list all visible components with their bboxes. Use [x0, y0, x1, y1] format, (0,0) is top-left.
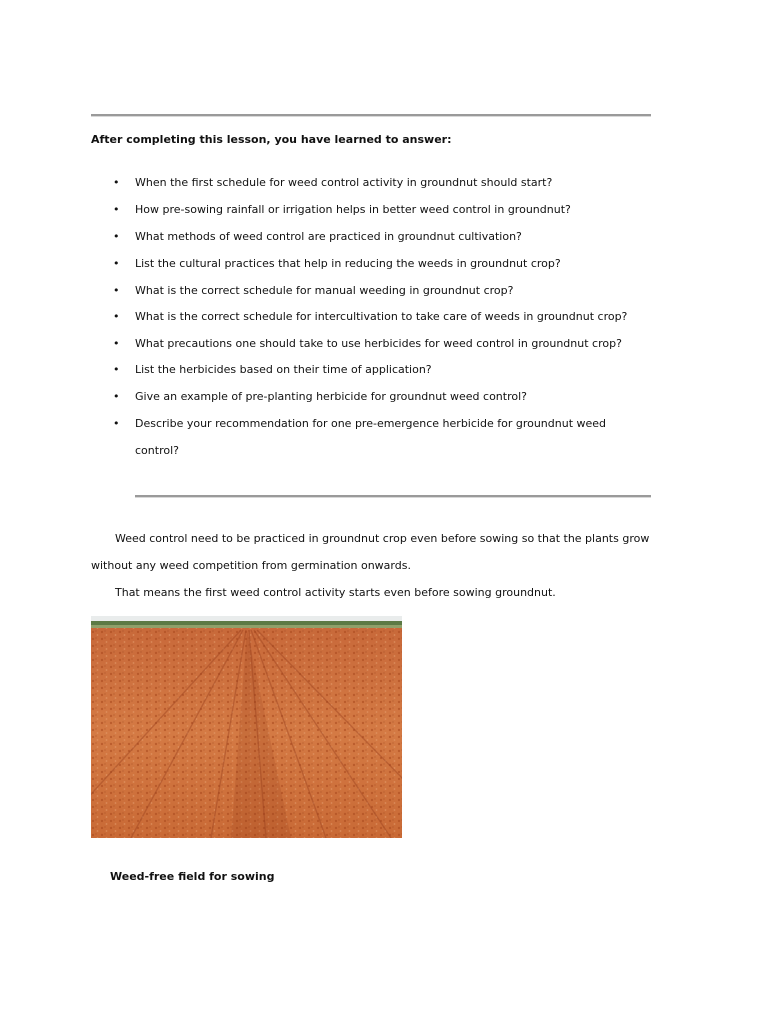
question-text: When the first schedule for weed control activity in groundnut should start?: [135, 176, 553, 189]
body-paragraph: That means the first weed control activity starts even before sowing groundnut.: [115, 586, 556, 599]
soil-field-image: [91, 616, 402, 838]
question-text: Give an example of pre-planting herbicide for groundnut weed control?: [135, 390, 527, 403]
body-paragraph: Weed control need to be practiced in groundnut crop even before sowing so that the plants grow without any weed competition from germination onwards.: [91, 532, 650, 572]
bullet-icon: •: [113, 284, 120, 297]
question-text: What methods of weed control are practiced in groundnut cultivation?: [135, 230, 522, 243]
bullet-icon: •: [113, 230, 120, 243]
question-text: What is the correct schedule for intercultivation to take care of weeds in groundnut crop?: [135, 310, 628, 323]
section-divider: [135, 495, 651, 498]
bullet-icon: •: [113, 203, 120, 216]
figure-caption: Weed-free field for sowing: [110, 870, 275, 883]
question-text: What precautions one should take to use herbicides for weed control in groundnut crop?: [135, 337, 622, 350]
bullet-icon: •: [113, 257, 120, 270]
question-text: How pre-sowing rainfall or irrigation helps in better weed control in groundnut?: [135, 203, 571, 216]
lesson-heading: After completing this lesson, you have learned to answer:: [91, 133, 452, 146]
question-text: List the cultural practices that help in reducing the weeds in groundnut crop?: [135, 257, 561, 270]
bullet-icon: •: [113, 337, 120, 350]
bullet-icon: •: [113, 417, 120, 430]
bullet-icon: •: [113, 363, 120, 376]
bullet-icon: •: [113, 176, 120, 189]
question-text: What is the correct schedule for manual weeding in groundnut crop?: [135, 284, 514, 297]
field-photo: [91, 616, 402, 838]
bullet-icon: •: [113, 310, 120, 323]
top-divider: [91, 114, 651, 117]
bullet-icon: •: [113, 390, 120, 403]
question-text: List the herbicides based on their time of application?: [135, 363, 432, 376]
question-text: Describe your recommendation for one pre-emergence herbicide for groundnut weed control?: [135, 417, 607, 457]
